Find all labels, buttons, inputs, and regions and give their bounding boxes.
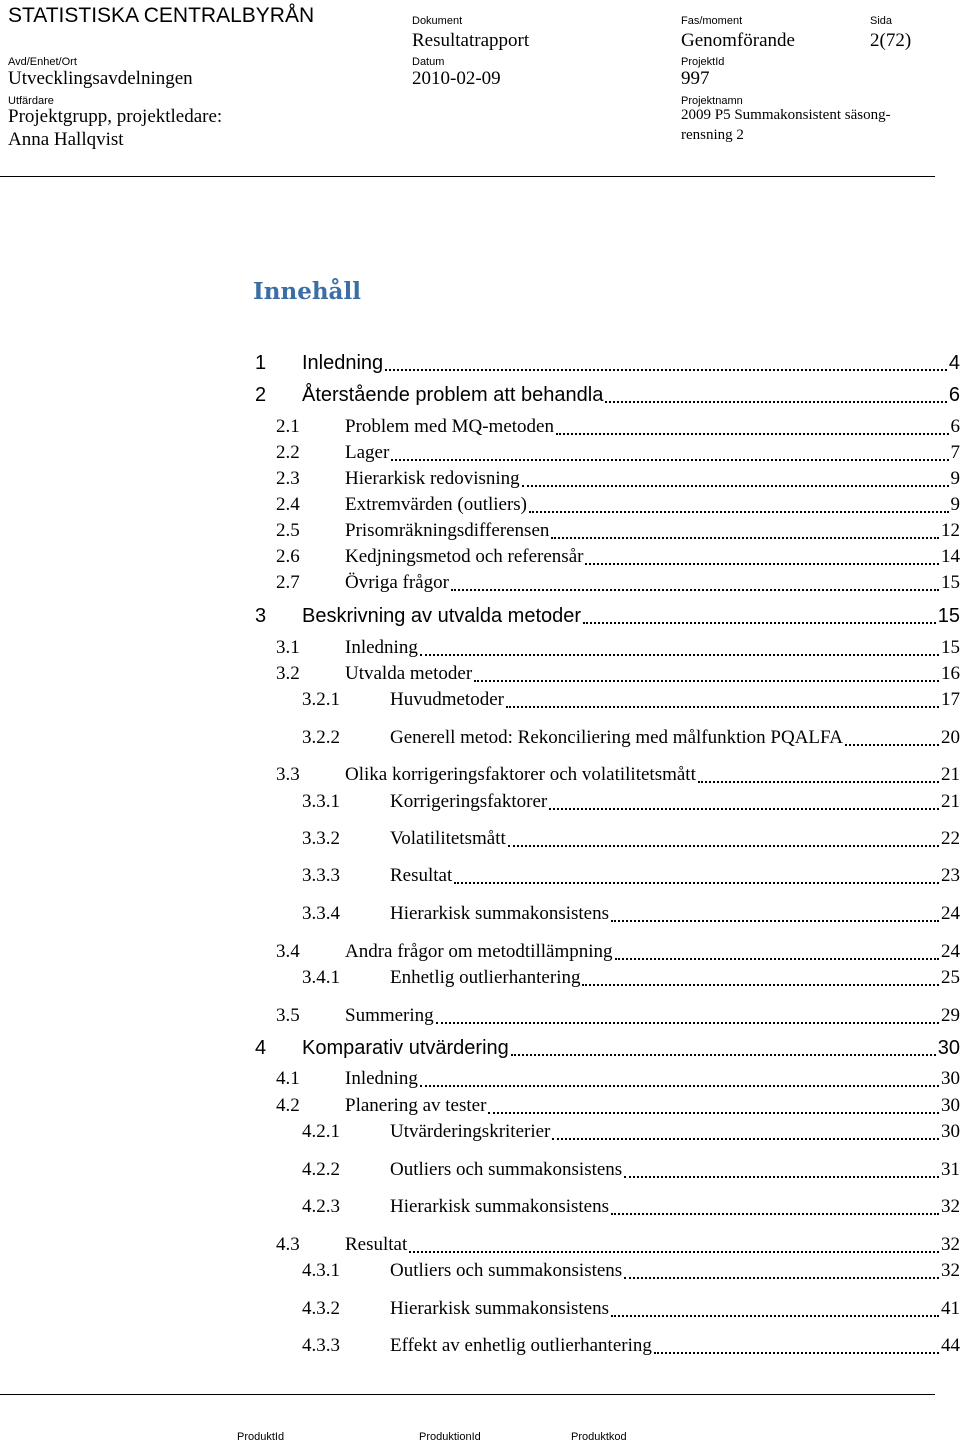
toc-entry-number: 3.3.4 xyxy=(302,901,340,927)
toc-entry-title[interactable]: Volatilitetsmått xyxy=(390,826,506,852)
project-name-line1: 2009 P5 Summakonsistent säsong- xyxy=(681,107,891,123)
toc-entry-page: 32 xyxy=(941,1194,960,1220)
toc-entry[interactable] xyxy=(0,826,960,852)
toc-entry-title[interactable]: Hierarkisk summakonsistens xyxy=(390,1194,609,1220)
toc-entry-leader xyxy=(615,958,939,960)
toc-entry-leader xyxy=(611,920,939,922)
document-value: Resultatrapport xyxy=(412,30,530,51)
toc-entry-title[interactable]: Övriga frågor xyxy=(345,570,449,596)
issuer-line2: Anna Hallqvist xyxy=(8,129,124,150)
toc-entry[interactable] xyxy=(0,1119,960,1145)
toc-entry-page: 21 xyxy=(941,762,960,788)
toc-entry-title[interactable]: Lager xyxy=(345,440,389,466)
toc-entry-leader xyxy=(551,537,939,539)
toc-entry-page: 15 xyxy=(941,635,960,661)
toc-entry-leader xyxy=(654,1352,939,1354)
toc-entry-number: 4.2.3 xyxy=(302,1194,340,1220)
toc-entry[interactable] xyxy=(0,350,960,376)
toc-entry-title[interactable]: Utvärderingskriterier xyxy=(390,1119,550,1145)
toc-entry-page: 15 xyxy=(937,605,960,627)
toc-entry-title[interactable]: Korrigeringsfaktorer xyxy=(390,789,547,815)
toc-entry-title[interactable]: Hierarkisk summakonsistens xyxy=(390,1296,609,1322)
toc-entry-number: 2.5 xyxy=(276,518,300,544)
toc-entry-title[interactable]: Outliers och summakonsistens xyxy=(390,1157,622,1183)
toc-entry-leader xyxy=(611,1315,939,1317)
toc-entry-number: 4.2.2 xyxy=(302,1157,340,1183)
toc-entry-leader xyxy=(409,1251,939,1253)
toc-entry-title[interactable]: Inledning xyxy=(302,352,384,374)
toc-entry-page: 21 xyxy=(941,789,960,815)
phase-label: Fas/moment xyxy=(681,15,743,27)
toc-entry-number: 3.5 xyxy=(276,1003,300,1029)
toc-entry-title[interactable]: Generell metod: Rekonciliering med målfunktion PQALFA xyxy=(390,725,843,751)
dept-label: Avd/Enhet/Ort xyxy=(8,56,77,68)
toc-entry-leader xyxy=(391,459,949,461)
toc-entry-page: 22 xyxy=(941,826,960,852)
toc-entry[interactable] xyxy=(0,965,960,991)
toc-entry[interactable] xyxy=(0,1003,960,1029)
toc-entry-page: 9 xyxy=(951,492,960,518)
toc-entry-title[interactable]: Problem med MQ-metoden xyxy=(345,414,554,440)
toc-entry-number: 4.3.2 xyxy=(302,1296,340,1322)
toc-entry-leader xyxy=(583,622,936,624)
toc-entry-page: 23 xyxy=(941,863,960,889)
toc-entry-leader xyxy=(506,706,939,708)
toc-entry[interactable] xyxy=(0,762,960,788)
toc-entry[interactable] xyxy=(0,687,960,713)
toc-entry-page: 30 xyxy=(941,1066,960,1092)
toc-entry[interactable] xyxy=(0,1296,960,1322)
toc-entry-number: 3 xyxy=(255,605,267,627)
toc-entry-number: 3.3.1 xyxy=(302,789,340,815)
project-id-value: 997 xyxy=(681,68,710,89)
toc-entry-number: 4.2 xyxy=(276,1093,300,1119)
toc-entry-leader xyxy=(552,1138,939,1140)
toc-entry[interactable] xyxy=(0,603,960,629)
toc-entry[interactable] xyxy=(0,1157,960,1183)
footer-produktkod-label: Produktkod xyxy=(571,1431,627,1443)
toc-entry-number: 4.2.1 xyxy=(302,1119,340,1145)
toc-entry-number: 4 xyxy=(255,1037,267,1059)
toc-entry[interactable] xyxy=(0,1066,960,1092)
toc-entry[interactable] xyxy=(0,1258,960,1284)
toc-entry-title[interactable]: Extremvärden (outliers) xyxy=(345,492,527,518)
dept-value: Utvecklingsavdelningen xyxy=(8,68,193,89)
toc-entry-leader xyxy=(488,1112,939,1114)
toc-entry[interactable] xyxy=(0,863,960,889)
toc-entry-title[interactable]: Huvudmetoder xyxy=(390,687,504,713)
toc-entry-title[interactable]: Resultat xyxy=(345,1232,407,1258)
toc-entry-leader xyxy=(454,882,939,884)
toc-entry-leader xyxy=(582,984,939,986)
toc-entry-page: 6 xyxy=(948,384,960,406)
toc-entry-page: 15 xyxy=(941,570,960,596)
phase-value: Genomförande xyxy=(681,30,795,51)
toc-entry-title[interactable]: Utvalda metoder xyxy=(345,661,472,687)
issuer-line1: Projektgrupp, projektledare: xyxy=(8,106,223,127)
toc-entry-leader xyxy=(508,845,939,847)
project-name-line2: rensning 2 xyxy=(681,127,744,143)
page-label: Sida xyxy=(870,15,893,27)
toc-entry-number: 3.2 xyxy=(276,661,300,687)
toc-entry-title[interactable]: Resultat xyxy=(390,863,452,889)
toc-entry-page: 30 xyxy=(937,1037,960,1059)
toc-title: Innehåll xyxy=(253,278,361,305)
toc-entry[interactable] xyxy=(0,440,960,466)
toc-entry-number: 3.2.2 xyxy=(302,725,340,751)
toc-entry-leader xyxy=(420,1085,939,1087)
toc-entry[interactable] xyxy=(0,518,960,544)
footer-rule xyxy=(0,1394,935,1395)
organization-name: STATISTISKA CENTRALBYRÅN xyxy=(8,4,315,27)
toc-entry-number: 2 xyxy=(255,384,267,406)
toc-entry[interactable] xyxy=(0,492,960,518)
toc-entry-title[interactable]: Effekt av enhetlig outlierhantering xyxy=(390,1333,652,1359)
toc-entry-number: 4.1 xyxy=(276,1066,300,1092)
toc-entry[interactable] xyxy=(0,789,960,815)
toc-entry-number: 2.1 xyxy=(276,414,300,440)
toc-entry-title[interactable]: Återstående problem att behandla xyxy=(302,384,604,406)
toc-entry-title[interactable]: Planering av tester xyxy=(345,1093,486,1119)
date-value: 2010-02-09 xyxy=(412,68,501,89)
toc-entry-title[interactable]: Inledning xyxy=(345,635,418,661)
toc-entry-number: 3.2.1 xyxy=(302,687,340,713)
toc-entry[interactable] xyxy=(0,901,960,927)
footer-produktid-label: ProduktId xyxy=(237,1431,285,1443)
toc-entry-page: 41 xyxy=(941,1296,960,1322)
toc-entry-page: 20 xyxy=(941,725,960,751)
toc-entry[interactable] xyxy=(0,725,960,751)
toc-entry-number: 2.3 xyxy=(276,466,300,492)
toc-entry[interactable] xyxy=(0,1232,960,1258)
toc-entry[interactable] xyxy=(0,1093,960,1119)
toc-entry-number: 1 xyxy=(255,352,267,374)
header-rule xyxy=(0,176,935,177)
toc-entry-leader xyxy=(624,1176,939,1178)
toc-entry-page: 30 xyxy=(941,1119,960,1145)
toc-entry-title[interactable]: Hierarkisk redovisning xyxy=(345,466,520,492)
toc-entry-leader xyxy=(511,1054,936,1056)
toc-entry-number: 2.7 xyxy=(276,570,300,596)
toc-entry-leader xyxy=(698,781,939,783)
toc-entry-title[interactable]: Prisomräkningsdifferensen xyxy=(345,518,549,544)
toc-entry-number: 4.3.1 xyxy=(302,1258,340,1284)
toc-entry-page: 9 xyxy=(951,466,960,492)
toc-entry-title[interactable]: Beskrivning av utvalda metoder xyxy=(302,605,582,627)
toc-entry-page: 25 xyxy=(941,965,960,991)
toc-entry[interactable] xyxy=(0,414,960,440)
toc-entry-title[interactable]: Hierarkisk summakonsistens xyxy=(390,901,609,927)
toc-entry-number: 3.4 xyxy=(276,939,300,965)
project-id-label: ProjektId xyxy=(681,56,725,68)
toc-entry[interactable] xyxy=(0,544,960,570)
toc-entry[interactable] xyxy=(0,382,960,408)
toc-entry-number: 3.4.1 xyxy=(302,965,340,991)
toc-entry-leader xyxy=(436,1022,939,1024)
toc-entry-number: 4.3 xyxy=(276,1232,300,1258)
toc-entry-page: 31 xyxy=(941,1157,960,1183)
toc-entry-page: 29 xyxy=(941,1003,960,1029)
toc-entry-title[interactable]: Komparativ utvärdering xyxy=(302,1037,509,1059)
toc-entry-title[interactable]: Inledning xyxy=(345,1066,418,1092)
toc-entry-page: 14 xyxy=(941,544,960,570)
toc-entry-number: 3.1 xyxy=(276,635,300,661)
toc-entry[interactable] xyxy=(0,1333,960,1359)
issuer-label: Utfärdare xyxy=(8,95,54,107)
toc-entry-number: 2.4 xyxy=(276,492,300,518)
toc-entry-number: 2.2 xyxy=(276,440,300,466)
toc-entry-page: 6 xyxy=(951,414,960,440)
toc-entry[interactable] xyxy=(0,570,960,596)
toc-entry-leader xyxy=(529,511,949,513)
toc-entry-leader xyxy=(585,563,939,565)
toc-entry-leader xyxy=(522,485,949,487)
footer-produktionid-label: ProduktionId xyxy=(419,1431,481,1443)
toc-entry-leader xyxy=(420,654,939,656)
toc-entry[interactable] xyxy=(0,1035,960,1061)
toc-entry[interactable] xyxy=(0,466,960,492)
page-value: 2(72) xyxy=(870,30,912,51)
toc-entry-leader xyxy=(385,369,947,371)
toc-entry-title[interactable]: Summering xyxy=(345,1003,434,1029)
toc-entry-page: 32 xyxy=(941,1258,960,1284)
toc-entry-leader xyxy=(556,433,949,435)
toc-entry-page: 7 xyxy=(951,440,960,466)
toc-entry-leader xyxy=(549,808,939,810)
toc-entry-page: 30 xyxy=(941,1093,960,1119)
toc-entry-number: 3.3 xyxy=(276,762,300,788)
document-label: Dokument xyxy=(412,15,463,27)
project-name-label: Projektnamn xyxy=(681,95,743,107)
toc-entry-title[interactable]: Olika korrigeringsfaktorer och volatilitetsmått xyxy=(345,762,696,788)
toc-entry[interactable] xyxy=(0,1194,960,1220)
toc-entry-leader xyxy=(611,1213,939,1215)
toc-entry-number: 4.3.3 xyxy=(302,1333,340,1359)
toc-entry-leader xyxy=(624,1277,939,1279)
toc-entry-page: 4 xyxy=(948,352,960,374)
toc-entry-page: 24 xyxy=(941,939,960,965)
toc-entry-page: 44 xyxy=(941,1333,960,1359)
toc-entry-leader xyxy=(474,680,939,682)
toc-entry-title[interactable]: Kedjningsmetod och referensår xyxy=(345,544,583,570)
toc-entry[interactable] xyxy=(0,661,960,687)
toc-entry-title[interactable]: Outliers och summakonsistens xyxy=(390,1258,622,1284)
toc-entry-page: 12 xyxy=(941,518,960,544)
toc-entry-title[interactable]: Andra frågor om metodtillämpning xyxy=(345,939,613,965)
toc-entry-number: 3.3.3 xyxy=(302,863,340,889)
toc-entry-leader xyxy=(605,401,947,403)
toc-entry-page: 24 xyxy=(941,901,960,927)
toc-entry-number: 3.3.2 xyxy=(302,826,340,852)
toc-entry-leader xyxy=(451,589,939,591)
toc-entry-page: 17 xyxy=(941,687,960,713)
toc-entry[interactable] xyxy=(0,635,960,661)
toc-entry-title[interactable]: Enhetlig outlierhantering xyxy=(390,965,580,991)
date-label: Datum xyxy=(412,56,445,68)
toc-entry-number: 2.6 xyxy=(276,544,300,570)
toc-entry-page: 32 xyxy=(941,1232,960,1258)
toc-entry-page: 16 xyxy=(941,661,960,687)
toc-entry-leader xyxy=(845,744,939,746)
toc-entry[interactable] xyxy=(0,939,960,965)
